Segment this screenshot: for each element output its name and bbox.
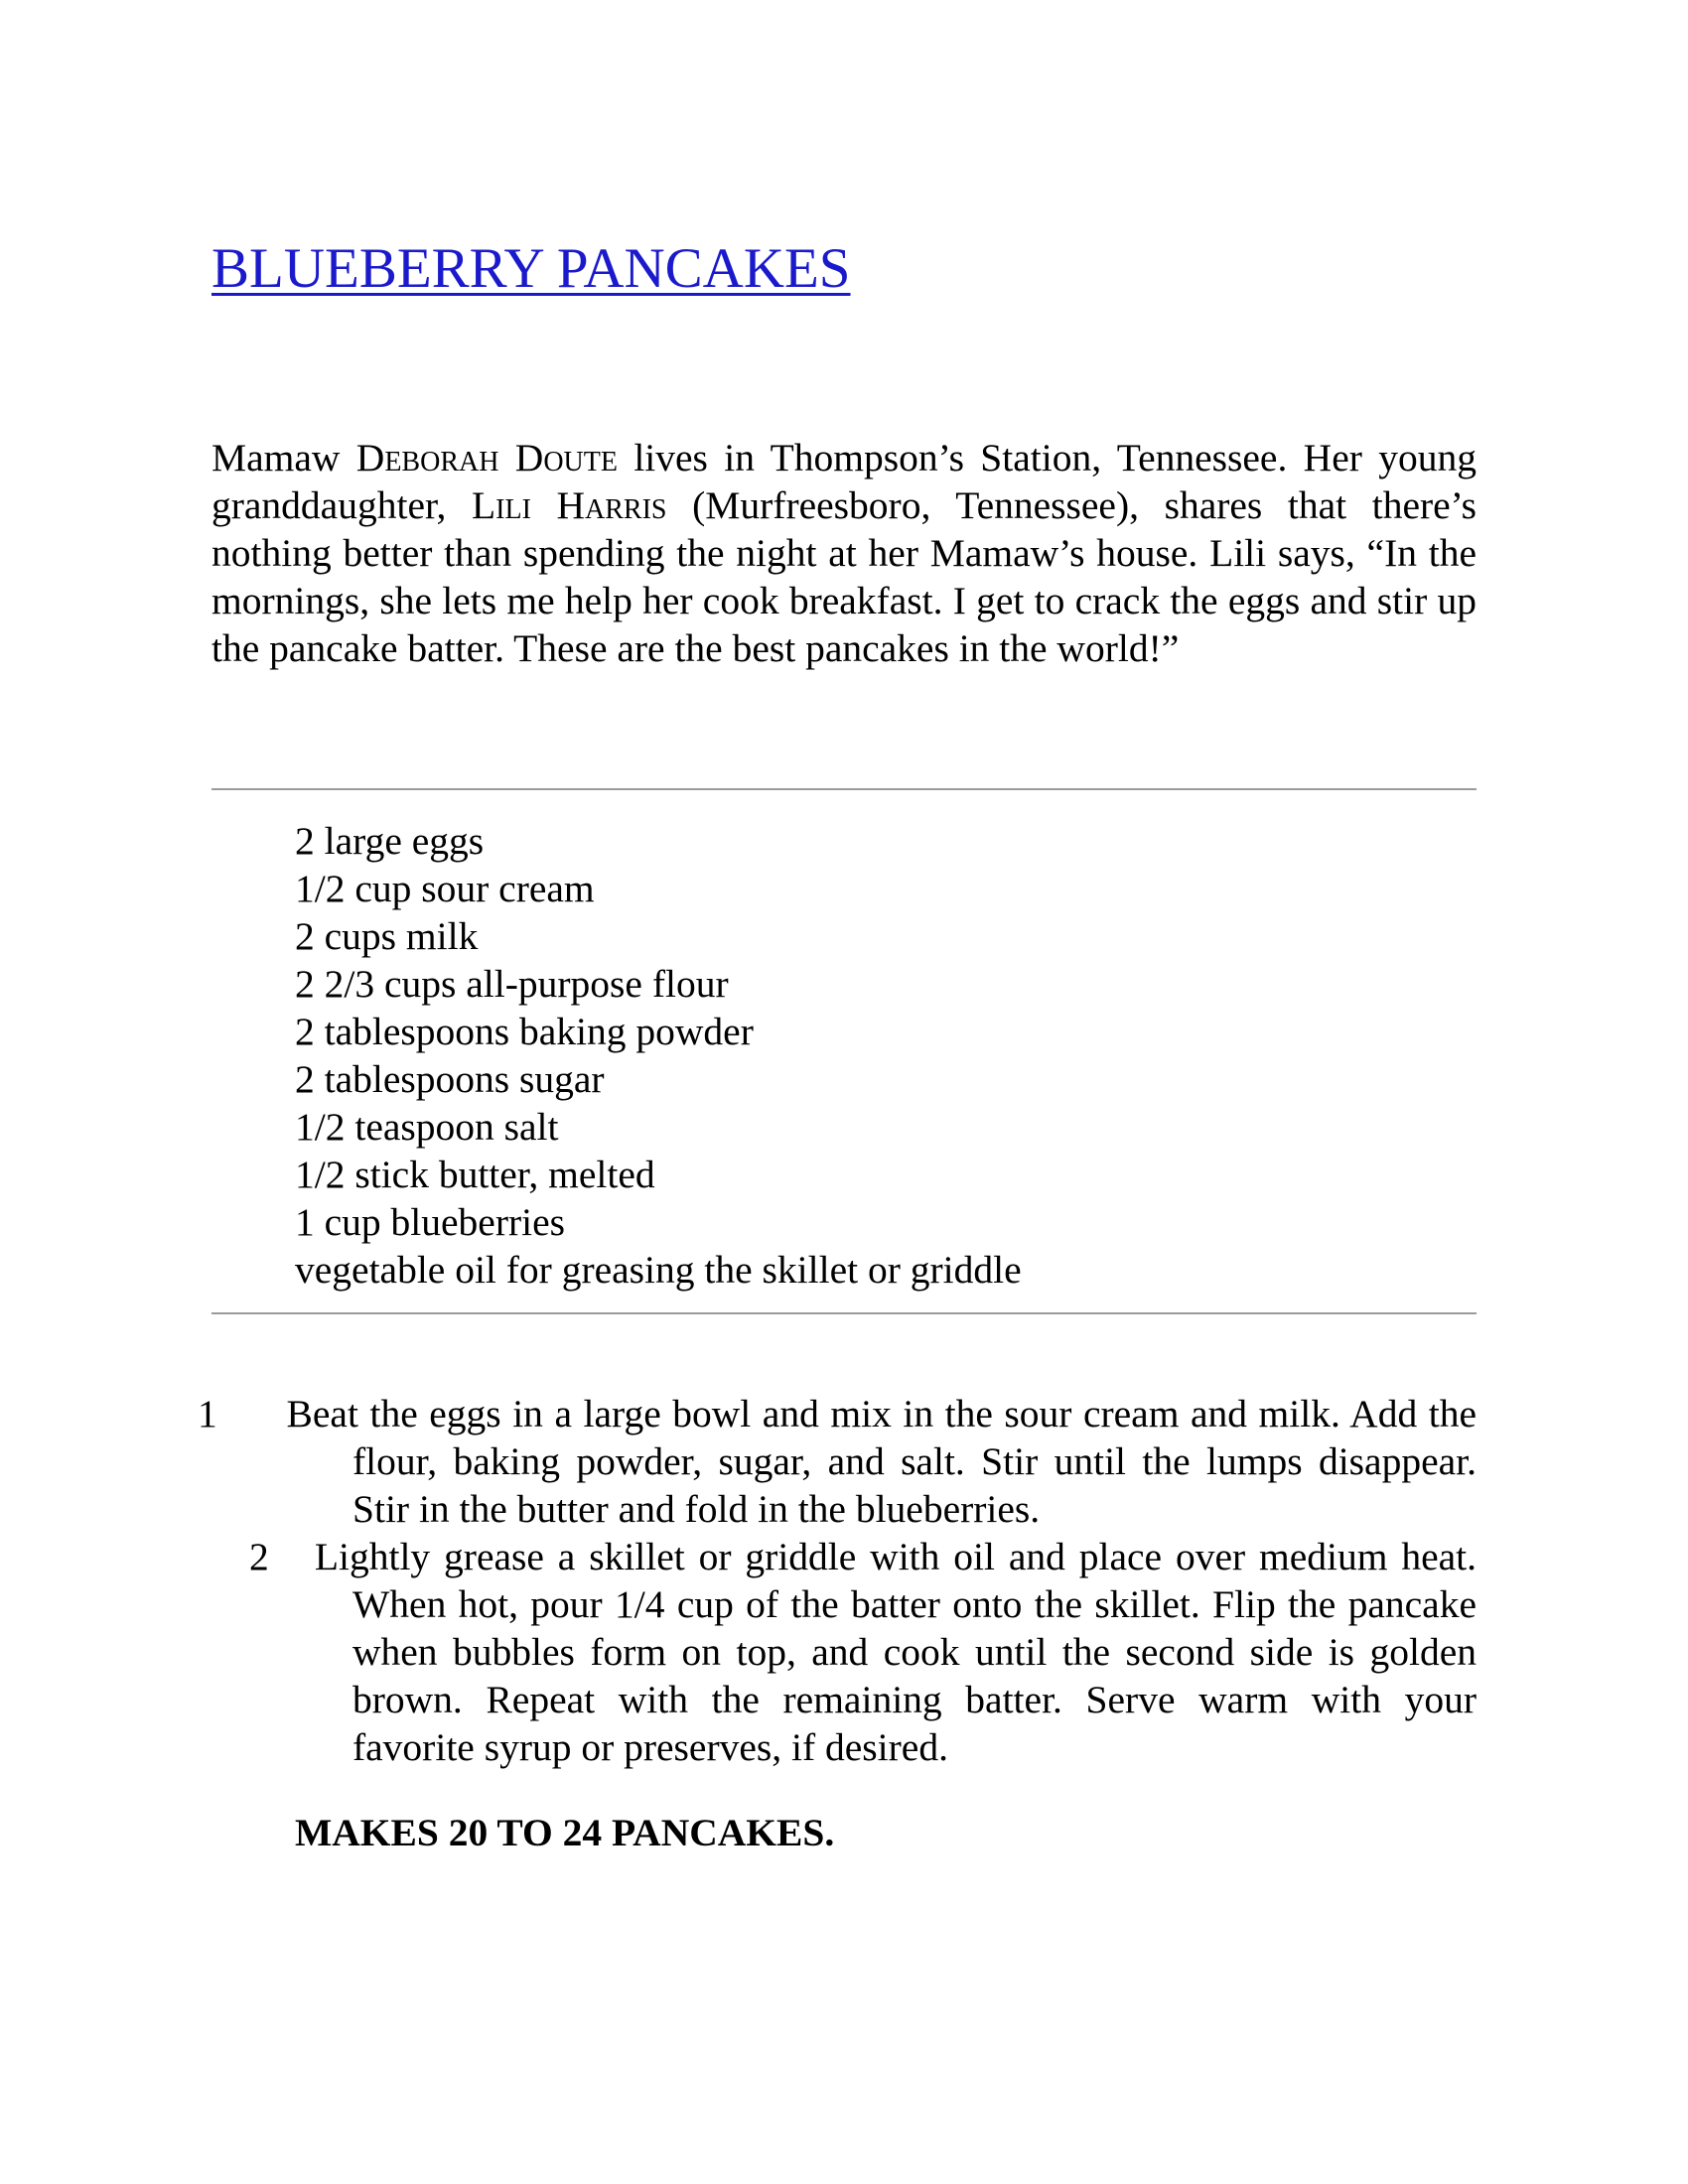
step-text: Lightly grease a skillet or griddle with oil and place over medium heat. When hot, pour 1/4 cup of the batter onto the skillet. Flip the pancake when bubbles form on top, and cook until the second side is golden brown. Repeat with the remaining batter. Serve warm with your favorite syrup or preserves, if desired. xyxy=(314,1535,1477,1769)
recipe-intro xyxy=(211,434,1477,672)
instructions-list xyxy=(198,1390,1477,1771)
ingredient-item: 1/2 teaspoon salt xyxy=(295,1105,559,1149)
ingredient-item: vegetable oil for greasing the skillet or griddle xyxy=(295,1248,1022,1292)
ingredient-item: 2 cups milk xyxy=(295,914,479,958)
divider-bottom xyxy=(211,1312,1477,1314)
ingredient-item: 1/2 stick butter, melted xyxy=(295,1153,655,1196)
ingredient-item: 2 large eggs xyxy=(295,819,485,863)
ingredient-item: 2 2/3 cups all-purpose flour xyxy=(295,962,729,1006)
ingredient-item: 2 tablespoons sugar xyxy=(295,1057,605,1101)
intro-text-1: Mamaw xyxy=(211,436,356,479)
ingredient-item: 1/2 cup sour cream xyxy=(295,867,595,910)
divider-top xyxy=(211,788,1477,790)
ingredient-item: 1 cup blueberries xyxy=(295,1200,566,1244)
intro-text-2: lives in Thompson’s Station, Tennessee. Her young granddaughter, xyxy=(211,436,1477,527)
intro-text-3: (Murfreesboro, Tennessee), shares that there’s nothing better than spending the night at her Mamaw’s house. Lili says, “In the mornings, she lets me help her cook breakfast. I get to crack the eggs and stir up the pancake batter. These are the best pancakes in the world!” xyxy=(211,483,1477,670)
step-text: Beat the eggs in a large bowl and mix in the sour cream and milk. Add the flour, baking powder, sugar, and salt. Stir until the lumps disappear. Stir in the butter and fold in the blueberries. xyxy=(286,1392,1477,1531)
recipe-yield: MAKES 20 TO 24 PANCAKES. xyxy=(295,1811,835,1854)
instruction-step: 1 Beat the eggs in a large bowl and mix in the sour cream and milk. Add the flour, baking powder, sugar, and salt. Stir until the lumps disappear. Stir in the butter and fold in the blueberries. xyxy=(198,1392,1477,1531)
contributor-name: Deborah Doute xyxy=(355,436,618,479)
instruction-step: 2 Lightly grease a skillet or griddle with oil and place over medium heat. When hot, pour 1/4 cup of the batter onto the skillet. Flip the pancake when bubbles form on top, and cook until the second side is golden brown. Repeat with the remaining batter. Serve warm with your favorite syrup or preserves, if desired. xyxy=(249,1535,1477,1769)
recipe-title-link[interactable]: BLUEBERRY PANCAKES xyxy=(211,237,851,300)
granddaughter-name: Lili Harris xyxy=(472,483,667,527)
ingredient-item: 2 tablespoons baking powder xyxy=(295,1010,754,1053)
ingredients-list xyxy=(295,817,1437,1294)
